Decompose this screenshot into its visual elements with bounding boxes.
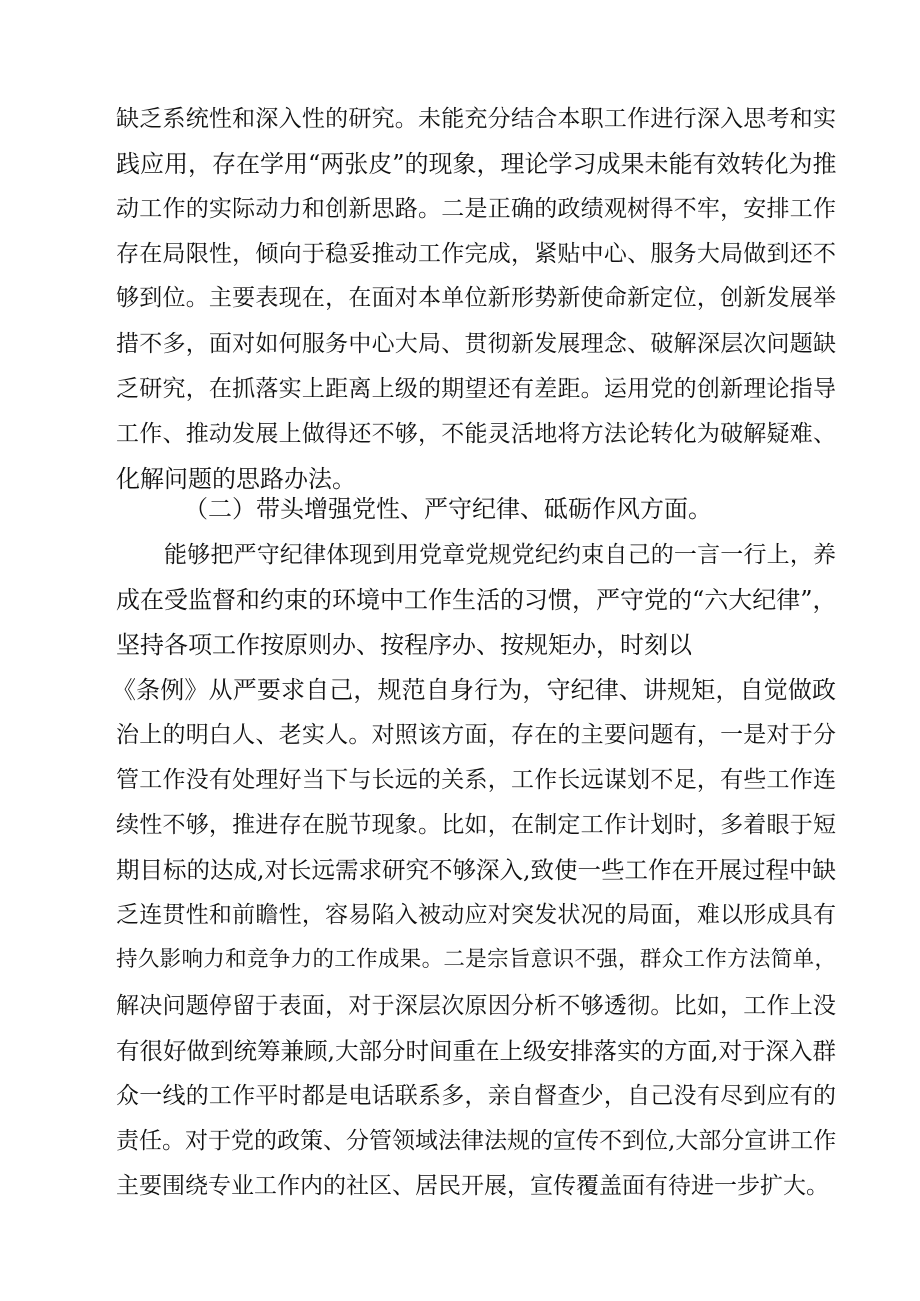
- text-line-4: 存在局限性，倾向于稳妥推动工作完成，紧贴中心、服务大局做到还不: [116, 241, 836, 267]
- text-line-12: 成在受监督和约束的环境中工作生活的习惯，严守党的“六大纪律”，: [116, 586, 837, 614]
- text-line-14: 《条例》从严要求自己，规范自身行为，守纪律、讲规矩，自觉做政: [112, 676, 836, 704]
- text-line-3: 动工作的实际动力和创新思路。二是正确的政绩观树得不牢，安排工作: [116, 196, 836, 222]
- text-line-17: 续性不够，推进存在脱节现象。比如，在制定工作计划时，多着眼于短: [116, 812, 836, 838]
- text-line-24: 责任。对于党的政策、分管领域法律法规的宣传不到位,大部分宣讲工作: [116, 1128, 837, 1154]
- text-line-11: 能够把严守纪律体现到用党章党规党纪约束自己的一言一行上，养: [164, 542, 836, 568]
- text-line-20: 持久影响力和竞争力的工作成果。二是宗旨意识不强，群众工作方法简单，: [116, 947, 836, 972]
- text-line-9: 化解问题的思路办法。: [116, 465, 356, 493]
- text-line-13: 坚持各项工作按原则办、按程序办、按规矩办，时刻以: [116, 631, 692, 659]
- text-line-2: 践应用，存在学用“两张皮”的现象，理论学习成果未能有效转化为推: [116, 150, 837, 178]
- text-line-7: 乏研究，在抓落实上距离上级的期望还有差距。运用党的创新理论指导: [116, 376, 836, 402]
- text-line-21: 解决问题停留于表面，对于深层次原因分析不够透彻。比如，工作上没: [116, 993, 836, 1019]
- text-line-5: 够到位。主要表现在，在面对本单位新形势新使命新定位，创新发展举: [116, 285, 836, 311]
- text-line-19: 乏连贯性和前瞻性，容易陷入被动应对突发状况的局面，难以形成具有: [116, 902, 836, 928]
- text-line-22: 有很好做到统筹兼顾,大部分时间重在上级安排落实的方面,对于深入群: [116, 1037, 836, 1065]
- text-line-25: 主要围绕专业工作内的社区、居民开展，宣传覆盖面有待进一步扩大。: [116, 1173, 829, 1199]
- text-line-1: 缺乏系统性和深入性的研究。未能充分结合本职工作进行深入思考和实: [116, 106, 836, 132]
- text-line-8: 工作、推动发展上做得还不够，不能灵活地将方法论转化为破解疑难、: [116, 421, 836, 447]
- text-line-23: 众一线的工作平时都是电话联系多，亲自督查少，自己没有尽到应有的: [116, 1083, 836, 1109]
- text-line-6: 措不多，面对如何服务中心大局、贯彻新发展理念、破解深层次问题缺: [116, 331, 836, 357]
- text-line-15: 治上的明白人、老实人。对照该方面，存在的主要问题有，一是对于分: [116, 722, 836, 748]
- text-line-18: 期目标的达成,对长远需求研究不够深入,致使一些工作在开展过程中缺: [116, 856, 836, 884]
- text-line-16: 管工作没有处理好当下与长远的关系，工作长远谋划不足，有些工作连: [116, 767, 836, 793]
- section-heading: （二）带头增强党性、严守纪律、砥砺作风方面。: [184, 495, 712, 523]
